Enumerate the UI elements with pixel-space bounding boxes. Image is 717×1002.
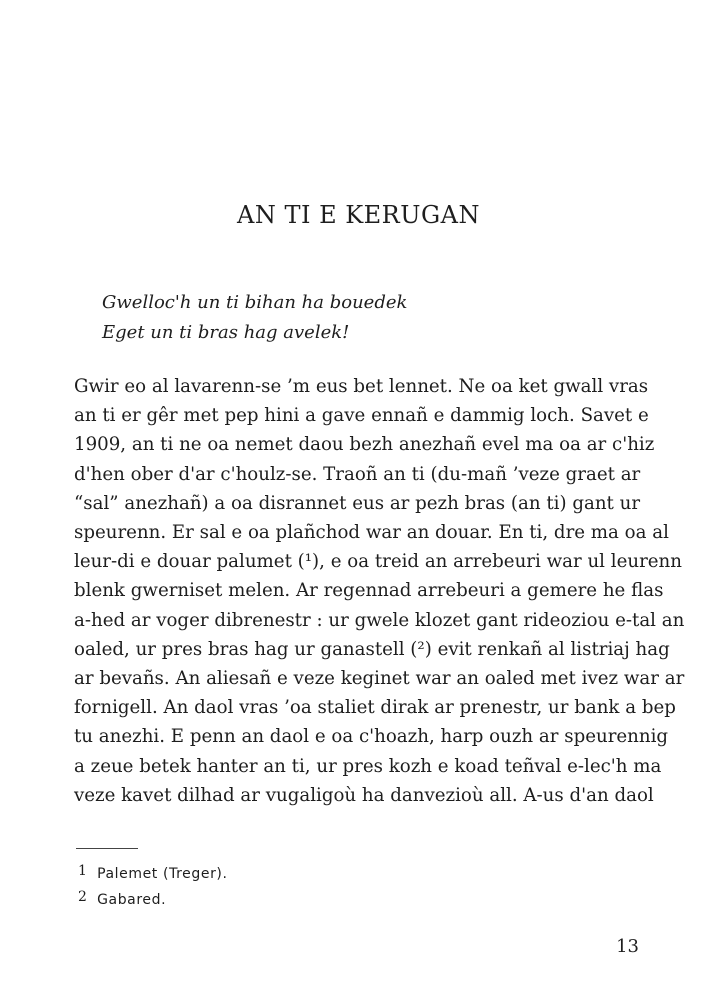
body-line: ar bevañs. An aliesañ e veze keginet war an oaled met ivez war ar [74,668,685,690]
body-line: oaled, ur pres bras hag ur ganastell (²) evit renkañ al listriaj hag [74,638,670,660]
chapter-title: AN TI E KERUGAN [237,201,480,229]
footnote-item [78,860,228,886]
body-line: speurenn. Er sal e oa plañchod war an douar. En ti, dre ma oa al [74,522,669,544]
body-line: veze kavet dilhad ar vugaligoù ha danvezioù all. A-us d'an daol [74,784,654,806]
body-line: Gwir eo al lavarenn-se ’m eus bet lennet. Ne oa ket gwall vras [74,376,649,397]
footnote-number: 1 [78,863,88,879]
footnote-text: Palemet (Treger). [97,866,228,882]
footnotes [78,860,228,912]
body-line: a zeue betek hanter an ti, ur pres kozh e koad teñval e-lec'h ma [74,755,662,777]
body-paragraph [74,372,685,810]
body-line: “sal” anezhañ) a oa disrannet eus ar pezh bras (an ti) gant ur [74,492,641,514]
body-line: d'hen ober d'ar c'houlz-se. Traoñ an ti (du-mañ ’veze graet ar [74,463,641,485]
body-line: tu anezhi. E penn an daol e oa c'hoazh, harp ouzh ar speurennig [74,726,669,748]
body-line: blenk gwerniset melen. Ar regennad arrebeuri a gemere he flas [74,580,664,602]
body-line: an ti er gêr met pep hini a gave ennañ e dammig loch. Savet e [74,405,649,427]
epigraph [102,288,407,348]
footnote-text: Gabared. [97,892,167,908]
body-line: 1909, an ti ne oa nemet daou bezh anezhañ evel ma oa ar c'hiz [74,434,655,456]
footnote-item [78,886,228,912]
epigraph-line: Gwelloc'h un ti bihan ha bouedek [102,292,408,313]
body-line: a-hed ar voger dibrenestr : ur gwele klozet gant rideoziou e-tal an [74,609,685,631]
epigraph-line: Eget un ti bras hag avelek! [102,322,350,343]
body-line: fornigell. An daol vras ’oa staliet dirak ar prenestr, ur bank a bep [74,697,676,719]
footnote-divider [76,848,138,849]
body-line: leur-di e douar palumet (¹), e oa treid an arrebeuri war ul leurenn [74,551,682,573]
footnote-number: 2 [78,889,88,905]
page-number: 13 [616,936,639,957]
